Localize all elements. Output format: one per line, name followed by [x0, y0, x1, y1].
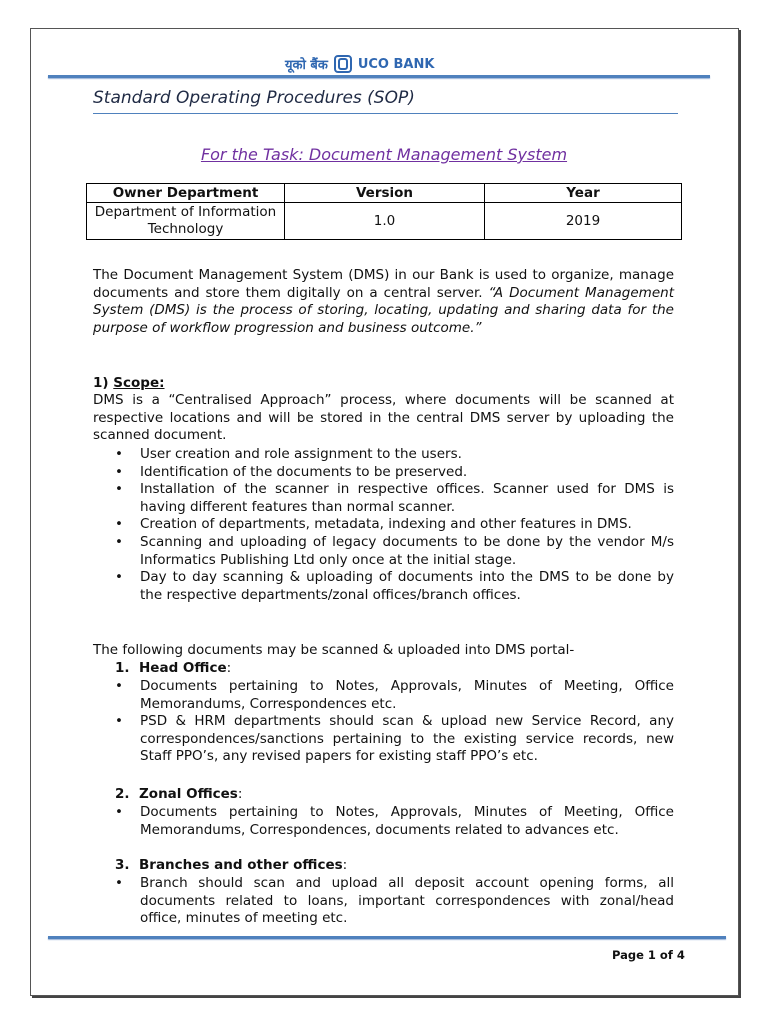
list-item: • User creation and role assignment to the users. — [115, 446, 674, 464]
scope-number: 1) — [93, 375, 109, 391]
header-version: Version — [285, 184, 485, 203]
zonal-offices-list — [115, 804, 674, 839]
list-item: • Documents pertaining to Notes, Approvals, Minutes of Meeting, Office Memorandums, Correspondences, documents related to advances etc. — [115, 804, 674, 839]
header-owner-department: Owner Department — [87, 184, 285, 203]
bank-logo — [285, 55, 434, 73]
following-documents-text: The following documents may be scanned & uploaded into DMS portal- — [93, 642, 575, 658]
scope-text: DMS is a “Centralised Approach” process, where documents will be scanned at respective locations and will be stored in the central DMS server by uploading the scanned document. — [93, 392, 674, 444]
intro-paragraph — [93, 267, 674, 337]
list-item: • Scanning and uploading of legacy documents to be done by the vendor M/s Informatics Publishing Ltd only once at the initial stage. — [115, 534, 674, 569]
section-colon: : — [226, 660, 232, 676]
section-colon: : — [342, 857, 348, 873]
list-item: • Installation of the scanner in respective offices. Scanner used for DMS is having different features than normal scanner. — [115, 481, 674, 516]
branches-list — [115, 875, 674, 928]
section-zonal-offices — [115, 786, 242, 804]
section-head-office — [115, 660, 231, 678]
section-number: 3. — [115, 857, 130, 873]
list-item: • Creation of departments, metadata, indexing and other features in DMS. — [115, 516, 674, 534]
list-item: • PSD & HRM departments should scan & upload new Service Record, any correspondences/sanctions pertaining to the existing service records, new Staff PPO’s, any revised papers for existing staff PPO’s etc. — [115, 713, 674, 766]
cell-version: 1.0 — [285, 203, 485, 240]
section-heading: Branches and other offices — [139, 857, 343, 873]
cell-department: Department of Information Technology — [87, 203, 285, 240]
scope-heading-text: Scope: — [113, 375, 165, 391]
bank-name-hindi: यूको बैंक — [285, 58, 328, 73]
list-item: • Day to day scanning & uploading of documents into the DMS to be done by the respective departments/zonal offices/branch offices. — [115, 569, 674, 604]
info-table-header-row — [87, 184, 682, 203]
scope-heading — [93, 375, 674, 393]
uco-logo-icon — [334, 55, 352, 73]
header-divider — [48, 75, 710, 78]
task-title-text: For the Task: Document Management System — [200, 145, 568, 164]
bank-name: UCO BANK — [357, 56, 435, 72]
task-title — [0, 145, 768, 164]
cell-year: 2019 — [485, 203, 682, 240]
head-office-list — [115, 678, 674, 766]
section-heading: Zonal Offices — [139, 786, 238, 802]
footer-divider — [48, 936, 726, 939]
info-table — [86, 183, 682, 240]
list-item: • Branch should scan and upload all deposit account opening forms, all documents related to loans, important correspondences with zonal/head office, minutes of meeting etc. — [115, 875, 674, 928]
section-number: 1. — [115, 660, 130, 676]
section-heading: Head Office — [139, 660, 227, 676]
section-number: 2. — [115, 786, 130, 802]
sop-title: Standard Operating Procedures (SOP) — [93, 88, 415, 108]
scope-bullet-list — [115, 446, 674, 604]
list-item: • Identification of the documents to be preserved. — [115, 464, 674, 482]
intro-quote-text: “A Document Management System (DMS) is the process of storing, locating, updating and sharing data for the purpose of workflow progression and business outcome.” — [93, 284, 674, 336]
page-number: Page 1 of 4 — [612, 948, 685, 962]
section-branches — [115, 857, 347, 875]
info-table-row — [87, 203, 682, 240]
header-year: Year — [485, 184, 682, 203]
list-item: • Documents pertaining to Notes, Approvals, Minutes of Meeting, Office Memorandums, Correspondences etc. — [115, 678, 674, 713]
section-colon: : — [237, 786, 243, 802]
title-underline — [93, 113, 678, 114]
intro-plain-text: The Document Management System (DMS) in our Bank is used to organize, manage documents and store them digitally on a central server. — [93, 267, 674, 301]
